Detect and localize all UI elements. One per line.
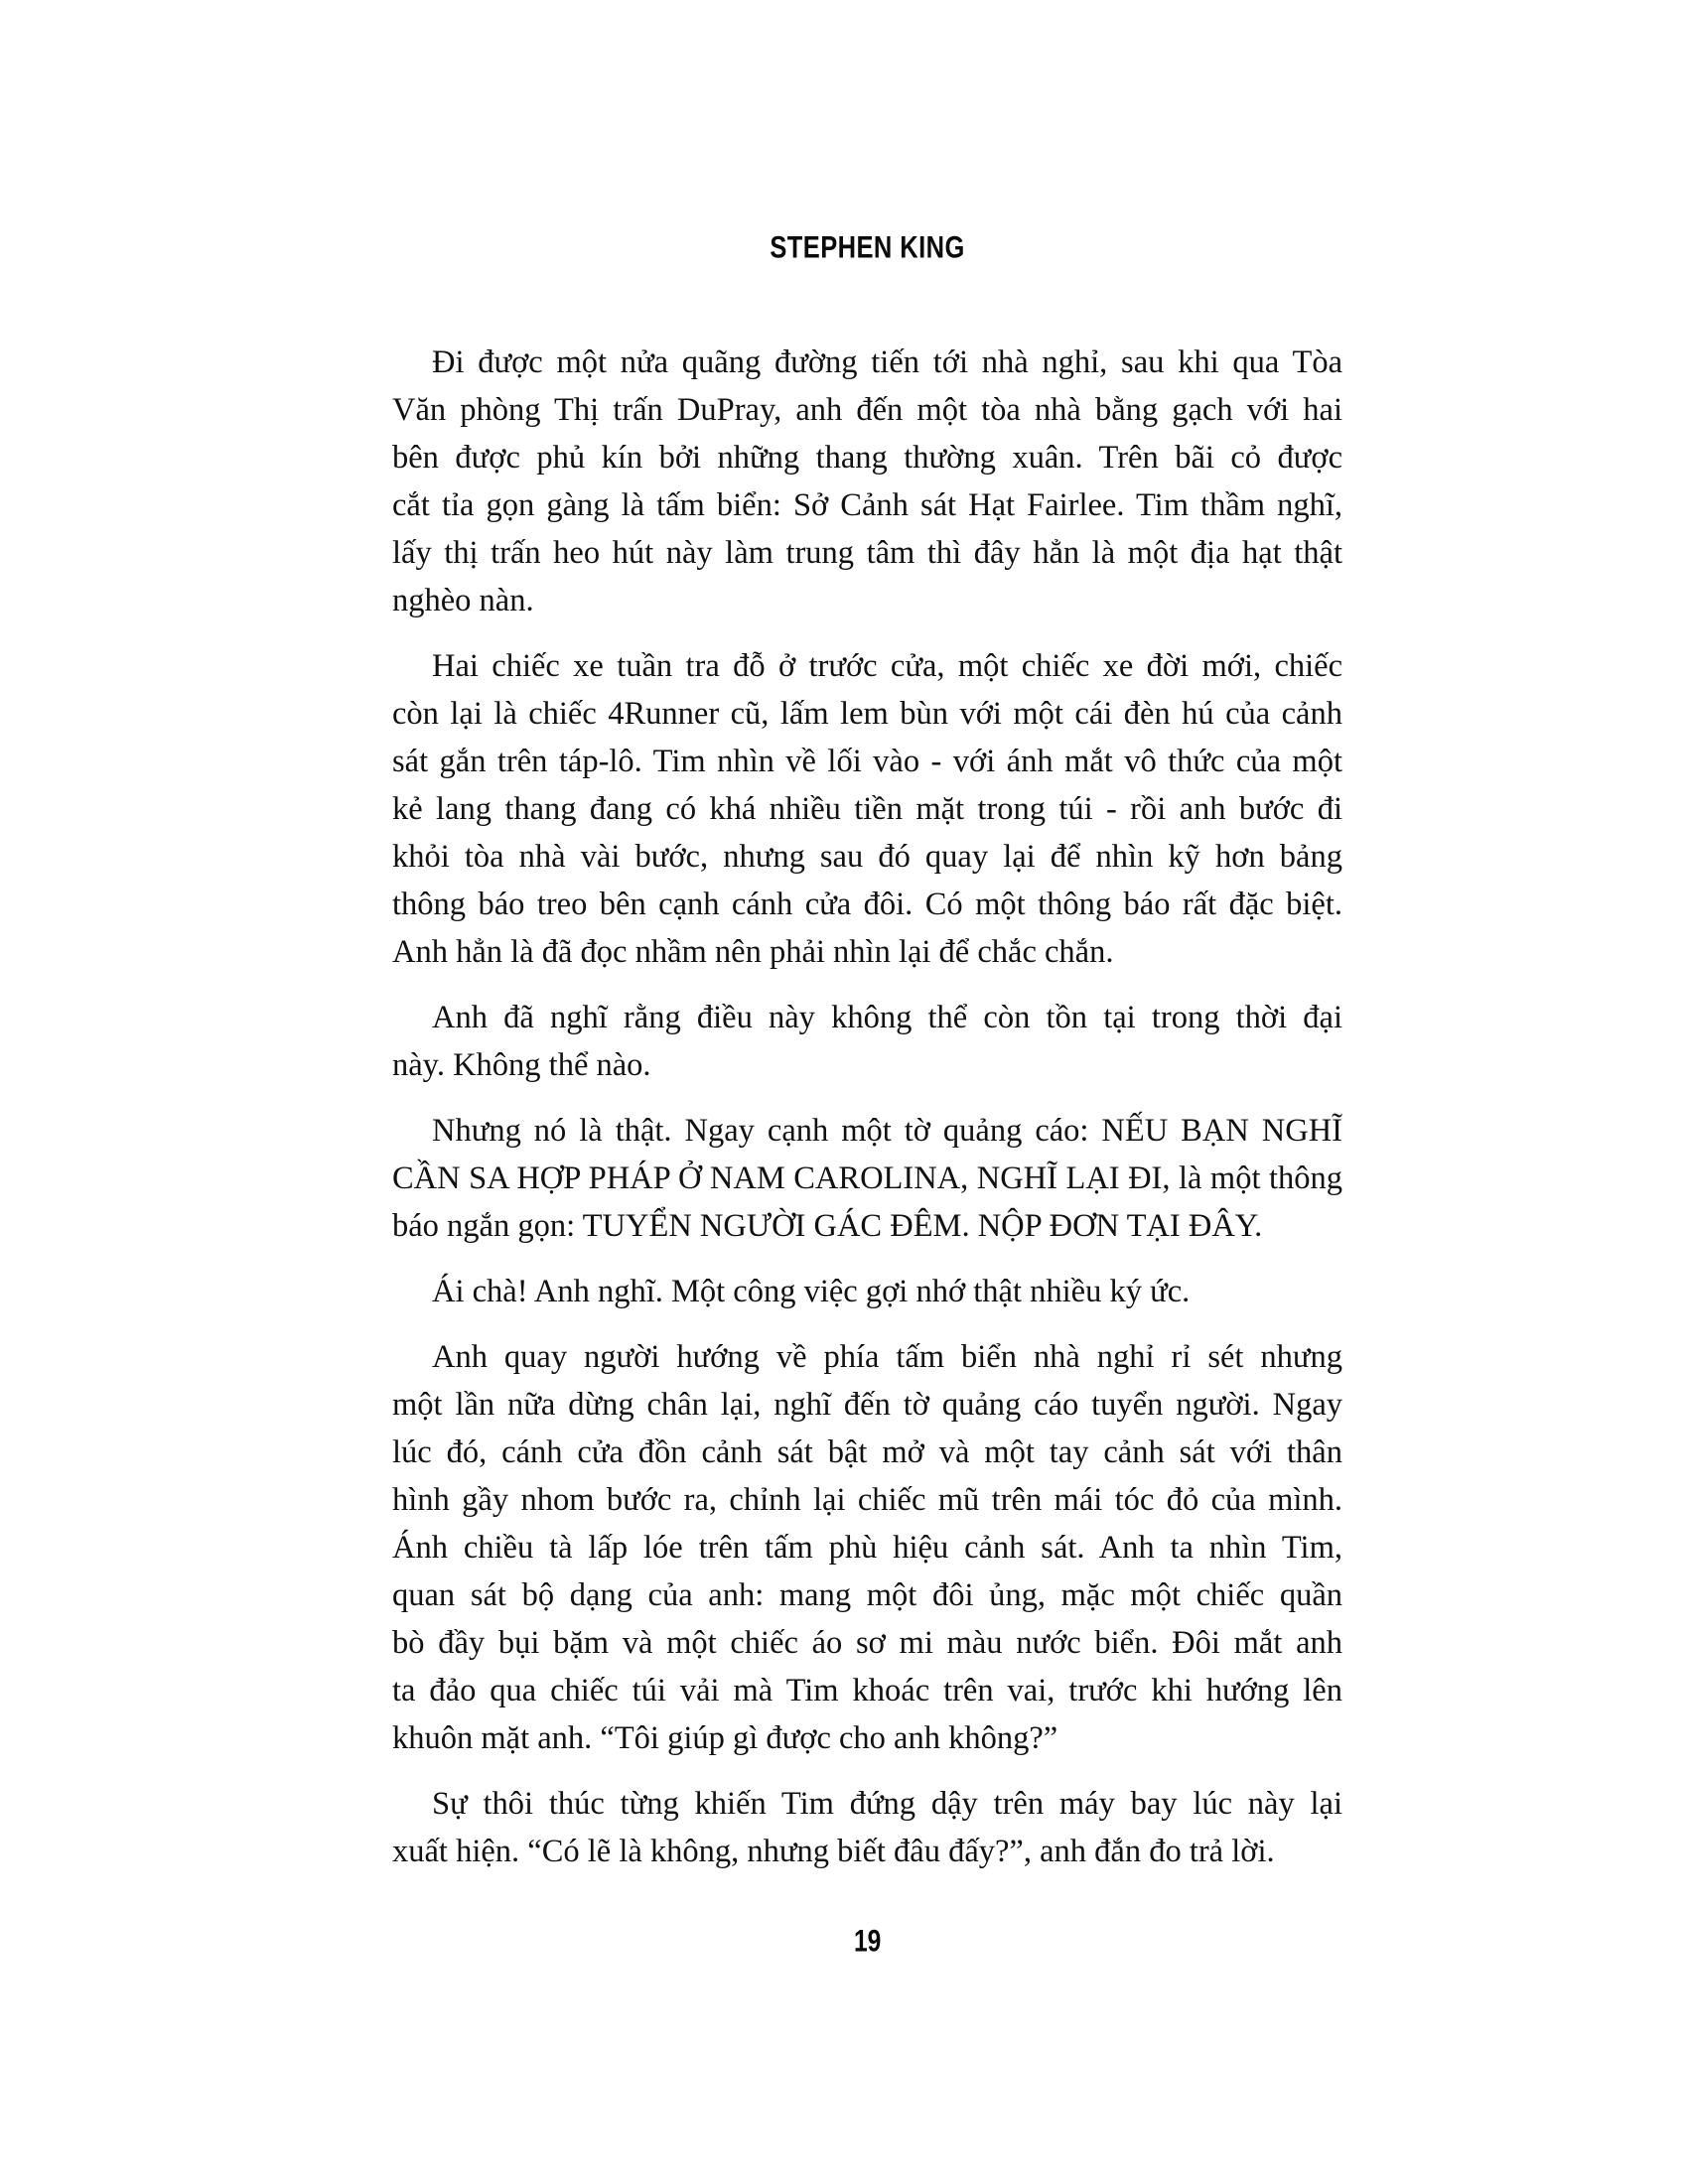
text-line: bên được phủ kín bởi những thang thường xuân. Trên bãi cỏ được — [392, 440, 1342, 476]
paragraph — [392, 642, 1342, 976]
text-line: Nhưng nó là thật. Ngay cạnh một tờ quảng cáo: NẾU BẠN NGHĨ — [432, 1113, 1342, 1149]
text-line: báo ngắn gọn: TUYỂN NGƯỜI GÁC ĐÊM. NỘP ĐƠN TẠI ĐÂY. — [392, 1208, 1263, 1244]
text-line: ta đảo qua chiếc túi vải mà Tim khoác trên vai, trước khi hướng lên — [392, 1673, 1342, 1708]
body-text — [392, 339, 1342, 1875]
text-line: CẦN SA HỢP PHÁP Ở NAM CAROLINA, NGHĨ LẠI ĐI, là một thông — [392, 1160, 1342, 1196]
paragraph — [392, 1107, 1342, 1250]
paragraph — [392, 994, 1342, 1089]
text-line: bò đầy bụi bặm và một chiếc áo sơ mi màu nước biển. Đôi mắt anh — [392, 1625, 1342, 1661]
paragraph — [392, 339, 1342, 624]
running-header — [392, 232, 1342, 264]
text-line: sát gắn trên táp-lô. Tim nhìn về lối vào - với ánh mắt vô thức của một — [392, 744, 1342, 779]
text-line: lấy thị trấn heo hút này làm trung tâm thì đây hẳn là một địa hạt thật — [392, 535, 1342, 571]
text-line: Anh hẳn là đã đọc nhầm nên phải nhìn lại để chắc chắn. — [392, 934, 1114, 970]
page-footer — [392, 1926, 1342, 1958]
text-line: quan sát bộ dạng của anh: mang một đôi ủng, mặc một chiếc quần — [392, 1577, 1342, 1613]
text-line: này. Không thể nào. — [392, 1047, 651, 1083]
paragraph — [392, 1333, 1342, 1762]
text-line: Ái chà! Anh nghĩ. Một công việc gợi nhớ thật nhiều ký ức. — [432, 1274, 1191, 1309]
paragraph — [392, 1780, 1342, 1875]
page-number: 19 — [853, 1924, 882, 1959]
text-line: hình gầy nhom bước ra, chỉnh lại chiếc mũ trên mái tóc đỏ của mình. — [392, 1482, 1342, 1518]
text-line: Ánh chiều tà lấp lóe trên tấm phù hiệu cảnh sát. Anh ta nhìn Tim, — [392, 1530, 1342, 1566]
paragraph — [392, 1268, 1342, 1315]
text-line: xuất hiện. “Có lẽ là không, nhưng biết đâu đấy?”, anh đắn đo trả lời. — [392, 1834, 1275, 1869]
text-line: nghèo nàn. — [392, 583, 534, 618]
text-line: Đi được một nửa quãng đường tiến tới nhà nghỉ, sau khi qua Tòa — [432, 344, 1342, 380]
text-line: Hai chiếc xe tuần tra đỗ ở trước cửa, một chiếc xe đời mới, chiếc — [432, 648, 1342, 684]
text-line: còn lại là chiếc 4Runner cũ, lấm lem bùn với một cái đèn hú của cảnh — [392, 696, 1342, 732]
text-line: Văn phòng Thị trấn DuPray, anh đến một tòa nhà bằng gạch với hai — [392, 392, 1342, 428]
text-line: kẻ lang thang đang có khá nhiều tiền mặt trong túi - rồi anh bước đi — [392, 791, 1342, 827]
text-line: cắt tỉa gọn gàng là tấm biển: Sở Cảnh sát Hạt Fairlee. Tim thầm nghĩ, — [392, 487, 1342, 523]
text-line: thông báo treo bên cạnh cánh cửa đôi. Có một thông báo rất đặc biệt. — [392, 887, 1342, 922]
text-line: khỏi tòa nhà vài bước, nhưng sau đó quay lại để nhìn kỹ hơn bảng — [392, 839, 1342, 875]
text-line: khuôn mặt anh. “Tôi giúp gì được cho anh không?” — [392, 1720, 1058, 1756]
text-line: Sự thôi thúc từng khiến Tim đứng dậy trên máy bay lúc này lại — [432, 1786, 1342, 1822]
text-line: lúc đó, cánh cửa đồn cảnh sát bật mở và một tay cảnh sát với thân — [392, 1434, 1342, 1470]
text-line: một lần nữa dừng chân lại, nghĩ đến tờ quảng cáo tuyển người. Ngay — [392, 1387, 1342, 1423]
text-line: Anh đã nghĩ rằng điều này không thể còn tồn tại trong thời đại — [432, 1000, 1342, 1035]
text-line: Anh quay người hướng về phía tấm biển nhà nghỉ rỉ sét nhưng — [432, 1339, 1342, 1375]
author-name: STEPHEN KING — [770, 230, 965, 265]
